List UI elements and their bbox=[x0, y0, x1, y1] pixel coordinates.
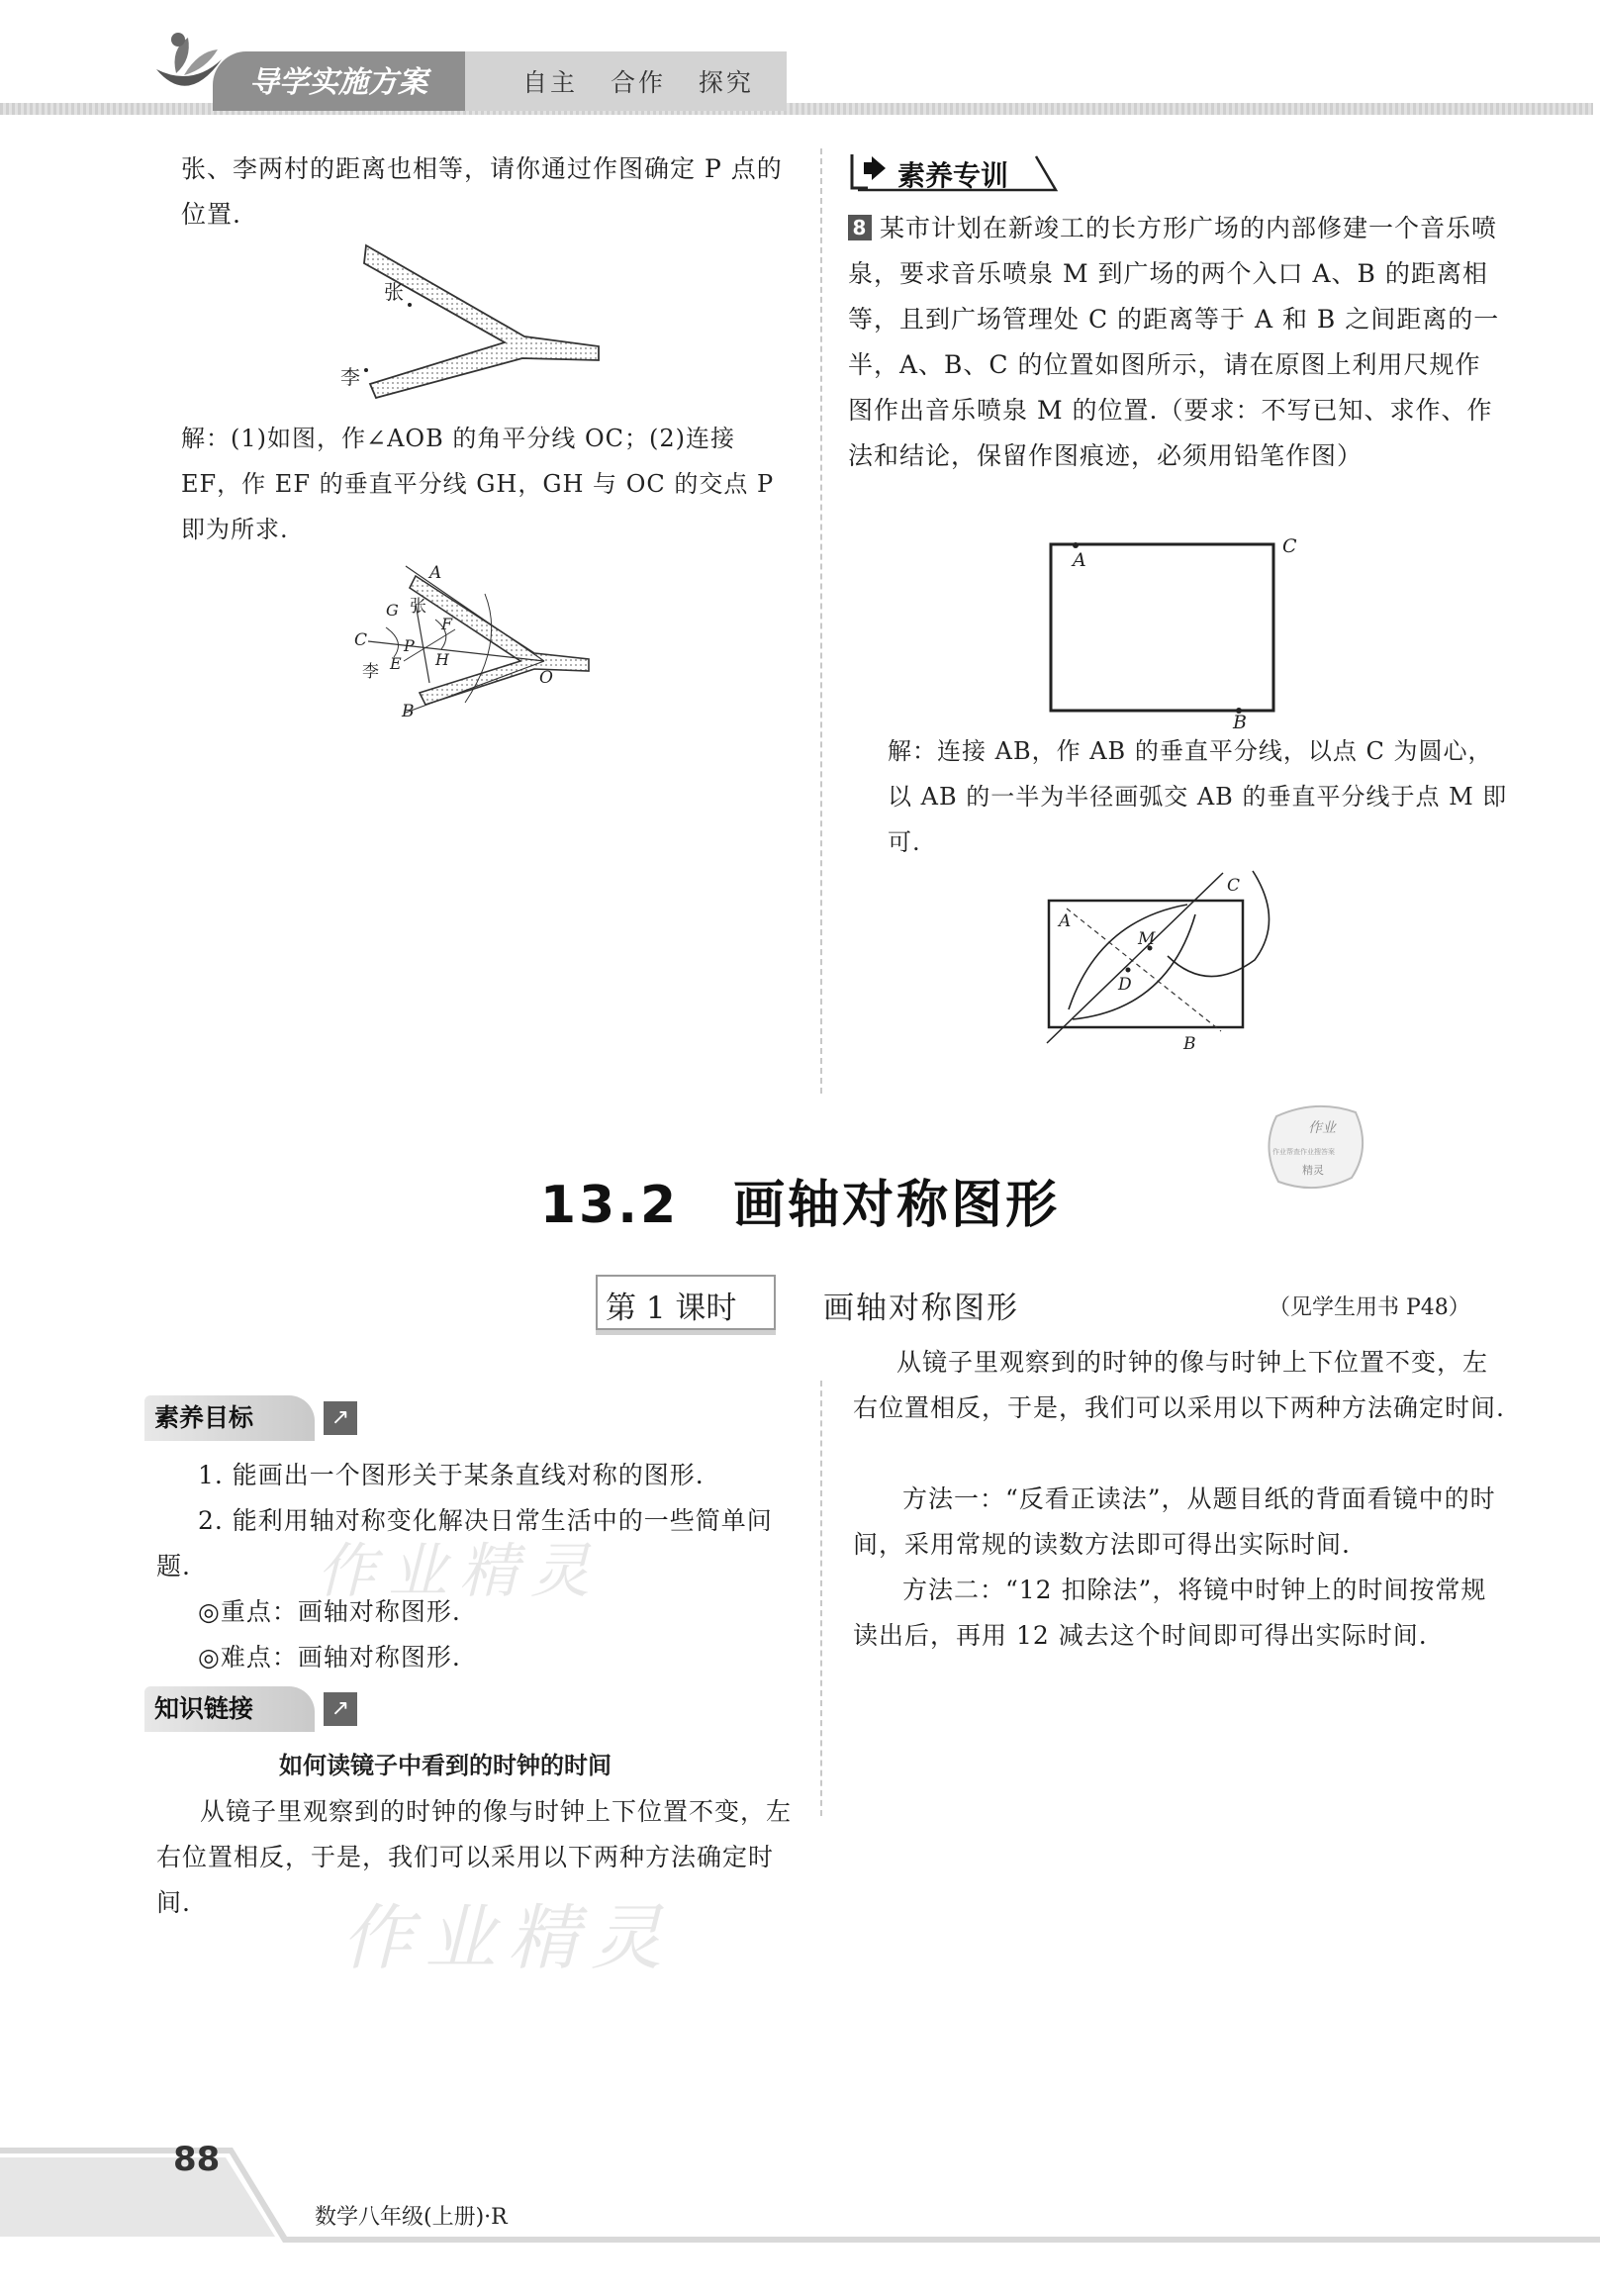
watermark: 作业精灵 bbox=[317, 1537, 602, 1606]
lesson-number: 第 1 课时 bbox=[606, 1291, 737, 1326]
fig2-label-G: G bbox=[386, 601, 399, 620]
header-title: 导学实施方案 bbox=[249, 65, 427, 100]
fig2-label-F: F bbox=[441, 615, 453, 633]
knowledge-para-right bbox=[853, 1348, 1506, 1477]
fig3-label-B: B bbox=[1233, 712, 1247, 733]
fig2-label-H: H bbox=[435, 650, 449, 669]
header-subtitle: 自主 合作 探究 bbox=[522, 68, 754, 97]
figure-village-roads bbox=[336, 238, 613, 406]
goals-label-pill bbox=[144, 1395, 315, 1441]
figure-angle-bisector bbox=[346, 554, 604, 722]
fig4-label-D: D bbox=[1118, 975, 1132, 995]
question-number: 8 bbox=[848, 215, 872, 240]
stamp-top: 作业 bbox=[1308, 1120, 1336, 1136]
knowledge-method-2: 方法二：“12 扣除法”，将镜中时钟上的时间按常规读出后，再用 12 减去这个时间即可得出实际时间. bbox=[853, 1576, 1487, 1650]
fig4-label-M: M bbox=[1138, 929, 1156, 949]
fig2-label-B: B bbox=[402, 702, 415, 721]
figure-square bbox=[1039, 534, 1306, 732]
figure-square-construction bbox=[1029, 861, 1316, 1059]
left-paragraph: 张、李两村的距离也相等，请你通过作图确定 P 点的位置. bbox=[181, 154, 783, 229]
goal-item-2: 2. 能利用轴对称变化解决日常生活中的一些简单问题. bbox=[156, 1506, 773, 1580]
section-tag-label: 素养专训 bbox=[897, 159, 1009, 192]
left-solution: 解：(1)如图，作∠AOB 的角平分线 OC；(2)连接 EF，作 EF 的垂直平分线 GH，GH 与 OC 的交点 P 即为所求. bbox=[181, 425, 775, 543]
lesson-name: 画轴对称图形 bbox=[823, 1291, 1019, 1326]
goals-arrow-icon: ↗ bbox=[324, 1401, 357, 1435]
goal-difficulty: ◎难点：画轴对称图形. bbox=[198, 1643, 461, 1672]
fig2-label-E: E bbox=[390, 654, 402, 673]
fig2-label-P: P bbox=[404, 636, 415, 655]
fig1-label-zhang: 张 bbox=[384, 280, 404, 304]
fig1-label-li: 李 bbox=[340, 365, 360, 389]
knowledge-label: 知识链接 bbox=[154, 1694, 254, 1723]
footer-band bbox=[0, 2128, 1600, 2296]
right-solution: 解：连接 AB，作 AB 的垂直平分线，以点 C 为圆心，以 AB 的一半为半径画弧交 AB 的垂直平分线于点 M 即可. bbox=[888, 737, 1508, 856]
fig3-label-A: A bbox=[1073, 549, 1086, 571]
question-text: 某市计划在新竣工的长方形广场的内部修建一个音乐喷泉，要求音乐喷泉 M 到广场的两个入口 A、B 的距离相等，且到广场管理处 C 的距离等于 A 和 B 之间距离的一半，A、B、C 的位置如图所示，请在原图上利用尺规作图作出音乐喷泉 M 的位置.（要求：不写已知、求作、作法和结论，保留作图痕迹，必须用铅笔作图） bbox=[848, 214, 1500, 470]
fig4-label-B: B bbox=[1183, 1034, 1196, 1054]
fig3-label-C: C bbox=[1282, 535, 1297, 557]
fig2-label-C: C bbox=[354, 630, 368, 650]
knowledge-para-left: 从镜子里观察到的时钟的像与时钟上下位置不变，左右位置相反，于是，我们可以采用以下两种方法确定时间. bbox=[156, 1797, 793, 1917]
fig4-label-A: A bbox=[1059, 911, 1072, 931]
fig4-label-C: C bbox=[1227, 876, 1241, 896]
fig2-label-li: 李 bbox=[362, 662, 379, 682]
watermark-2: 作业精灵 bbox=[341, 1896, 675, 1979]
fig2-label-O: O bbox=[539, 668, 553, 688]
knowledge-para-continued: 从镜子里观察到的时钟的像与时钟上下位置不变，左右位置相反，于是，我们可以采用以下两种方法确定时间. bbox=[853, 1348, 1505, 1422]
goals-label: 素养目标 bbox=[154, 1403, 254, 1432]
book-title: 数学八年级(上册)·R bbox=[315, 2205, 508, 2230]
fig2-label-A: A bbox=[429, 563, 442, 583]
fig2-label-zhang: 张 bbox=[410, 597, 426, 617]
column-divider-2 bbox=[820, 1381, 822, 1816]
goal-key-point: ◎重点：画轴对称图形. bbox=[198, 1597, 461, 1626]
question-8 bbox=[848, 206, 1506, 479]
lesson-reference: （见学生用书 P48） bbox=[1269, 1295, 1470, 1320]
page-number: 88 bbox=[173, 2140, 221, 2179]
section-title: 13.2 画轴对称图形 bbox=[539, 1176, 1061, 1235]
stamp-middle: 作业帮查作业搜答案 bbox=[1272, 1148, 1335, 1156]
knowledge-label-pill bbox=[144, 1686, 315, 1732]
logo-icon bbox=[148, 30, 228, 109]
column-divider bbox=[820, 148, 822, 1094]
knowledge-subtitle: 如何读镜子中看到的时钟的时间 bbox=[279, 1752, 612, 1779]
stamp-bottom: 精灵 bbox=[1302, 1164, 1324, 1177]
goal-item-1: 1. 能画出一个图形关于某条直线对称的图形. bbox=[198, 1461, 705, 1489]
knowledge-arrow-icon: ↗ bbox=[324, 1692, 357, 1726]
knowledge-method-1: 方法一：“反看正读法”，从题目纸的背面看镜中的时间，采用常规的读数方法即可得出实际时间. bbox=[853, 1484, 1496, 1559]
